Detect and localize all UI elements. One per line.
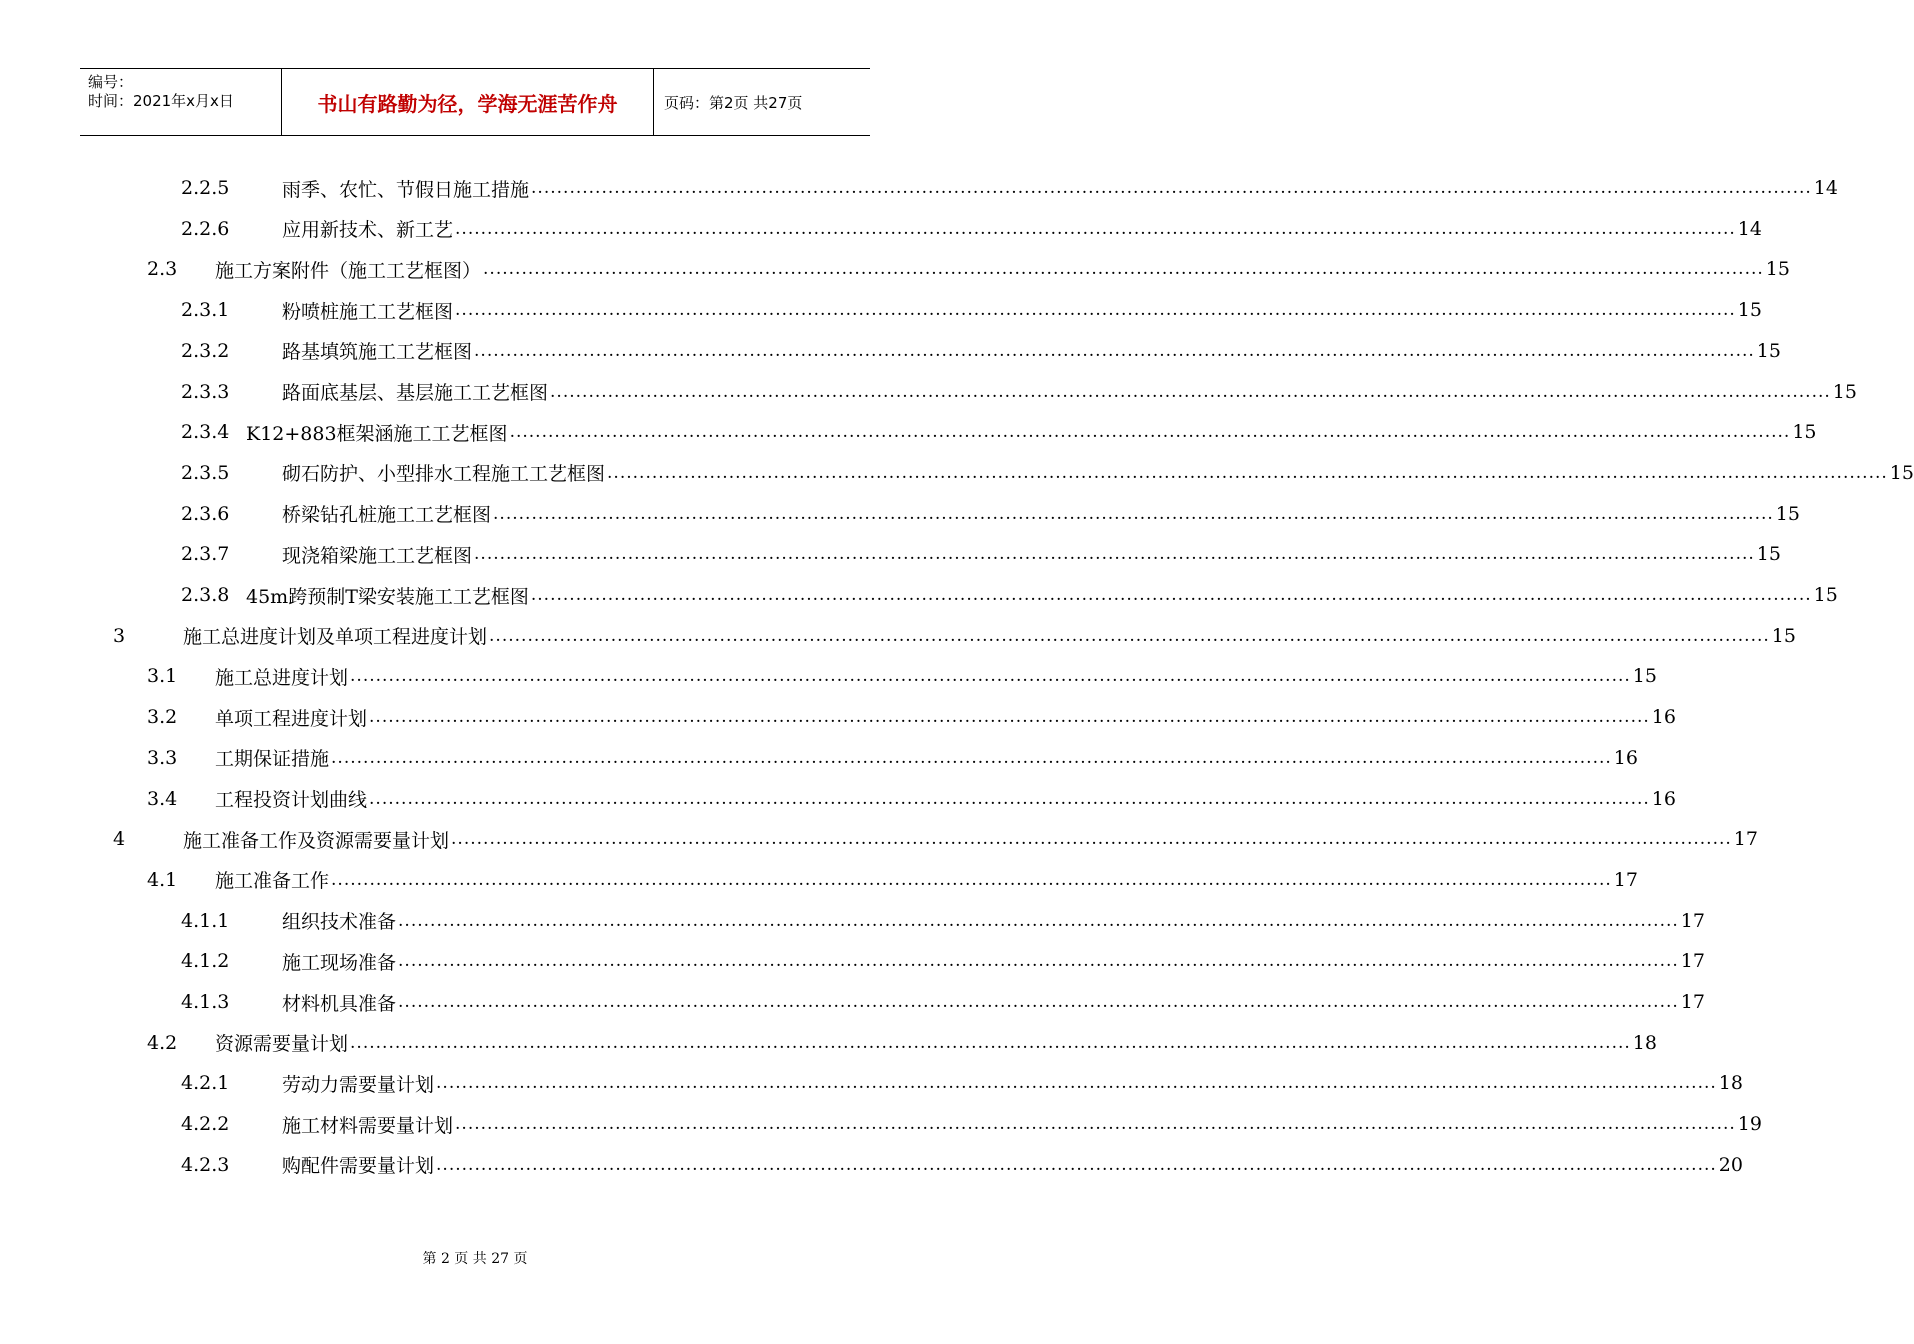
toc-entry[interactable] [0,372,1857,412]
header-meta [80,69,282,135]
toc-entry-page: 15 [1765,258,1790,281]
toc-entry-number: 4.1.3 [181,991,230,1013]
toc-entry-title: 工期保证措施 [215,748,330,771]
toc-entry-number: 4.1 [147,868,178,891]
header-time-label: 时间：2021年x月x日 [88,92,234,110]
toc-entry-page: 15 [1813,584,1838,606]
toc-dot-leader: ........................................................................................................................................................................................................ [455,1114,1736,1135]
toc-entry-number: 4.2.3 [181,1153,230,1176]
toc-entry-number: 3 [113,624,126,647]
toc-entry-page: 16 [1651,787,1676,810]
toc-entry-title: 桥梁钻孔桩施工工艺框图 [282,504,492,527]
toc-entry-number: 3.3 [147,746,178,769]
page-header [80,68,870,136]
toc-entry[interactable] [0,860,1638,900]
toc-dot-leader: ........................................................................................................................................................................................................ [451,829,1732,850]
toc-entry[interactable] [0,1063,1743,1103]
toc-entry-page: 15 [1832,380,1857,403]
toc-entry[interactable] [0,779,1676,819]
toc-entry-page: 17 [1680,991,1705,1013]
toc-dot-leader: ........................................................................................................................................................................................................ [483,259,1764,280]
toc-entry-page: 15 [1737,299,1762,322]
toc-entry-page: 18 [1632,1031,1657,1054]
toc-entry-number: 2.3.4 [181,421,230,444]
toc-entry-title: 现浇箱梁施工工艺框图 [282,544,473,567]
toc-entry[interactable] [0,941,1705,981]
toc-entry[interactable] [0,534,1781,574]
toc-entry-title: 施工准备工作及资源需要量计划 [183,829,450,852]
toc-entry-number: 2.2.5 [181,177,230,199]
toc-entry-number: 2.3.7 [181,543,230,566]
toc-entry-number: 2.3.3 [181,380,230,403]
toc-entry-title: 工程投资计划曲线 [215,789,368,811]
toc-entry-title: 施工方案附件（施工工艺框图） [215,259,482,282]
toc-entry[interactable] [0,1104,1762,1144]
toc-entry-page: 18 [1718,1072,1743,1095]
toc-dot-leader: ........................................................................................................................................................................................................ [436,1154,1717,1175]
toc-entry-page: 15 [1775,502,1800,525]
toc-entry-title: K12+883框架涵施工工艺框图 [246,422,508,445]
toc-entry-title: 资源需要量计划 [215,1033,349,1056]
toc-entry-page: 20 [1718,1153,1743,1176]
toc-entry-title: 劳动力需要量计划 [282,1073,435,1096]
toc-entry-number: 2.3 [147,258,178,281]
toc-entry-title: 施工材料需要量计划 [282,1114,454,1137]
toc-dot-leader: ........................................................................................................................................................................................................ [530,585,1812,605]
toc-dot-leader: ........................................................................................................................................................................................................ [369,707,1650,728]
toc-entry[interactable] [0,331,1781,371]
toc-entry-number: 4.2 [147,1031,178,1054]
toc-dot-leader: ........................................................................................................................................................................................................ [493,503,1774,524]
toc-entry[interactable] [0,412,1817,452]
toc-entry-page: 15 [1756,339,1781,362]
toc-entry-title: 施工总进度计划及单项工程进度计划 [183,626,488,649]
toc-dot-leader: ........................................................................................................................................................................................................ [436,1073,1717,1094]
toc-dot-leader: ........................................................................................................................................................................................................ [398,910,1679,931]
toc-entry-title: 施工准备工作 [215,870,330,893]
toc-dot-leader: ........................................................................................................................................................................................................ [350,666,1631,687]
toc-entry[interactable] [0,1145,1743,1185]
toc-dot-leader: ........................................................................................................................................................................................................ [474,544,1755,565]
toc-entry-number: 3.4 [147,787,178,810]
toc-dot-leader: ........................................................................................................................................................................................................ [509,422,1791,443]
toc-entry-page: 14 [1813,177,1838,199]
toc-entry[interactable] [0,168,1838,208]
toc-entry-page: 15 [1889,461,1914,484]
toc-entry[interactable] [0,901,1705,941]
toc-entry-number: 4 [113,828,126,851]
toc-entry-page: 17 [1733,828,1758,851]
toc-entry[interactable] [0,616,1796,656]
toc-entry-number: 2.3.8 [181,584,230,606]
toc-entry-number: 4.1.1 [181,909,230,932]
toc-entry-title: 组织技术准备 [282,911,397,934]
toc-entry[interactable] [0,290,1762,330]
toc-entry-number: 2.2.6 [181,217,230,240]
toc-entry-title: 砌石防护、小型排水工程施工工艺框图 [282,463,606,486]
toc-dot-leader: ........................................................................................................................................................................................................ [398,992,1679,1012]
toc-entry[interactable] [0,209,1762,249]
header-motto: 书山有路勤为径，学海无涯苦作舟 [282,69,654,135]
toc-entry[interactable] [0,738,1638,778]
toc-entry-page: 19 [1737,1113,1762,1136]
toc-entry-number: 4.1.2 [181,950,230,973]
toc-entry-title: 施工现场准备 [282,951,397,974]
toc-entry-title: 单项工程进度计划 [215,707,368,730]
toc-entry-page: 14 [1737,217,1762,240]
toc-entry-page: 16 [1613,746,1638,769]
toc-dot-leader: ........................................................................................................................................................................................................ [331,869,1612,890]
toc-entry[interactable] [0,1023,1657,1063]
toc-entry-title: 购配件需要量计划 [282,1155,435,1178]
toc-dot-leader: ........................................................................................................................................................................................................ [455,300,1736,321]
toc-dot-leader: ........................................................................................................................................................................................................ [350,1032,1631,1053]
toc-dot-leader: ........................................................................................................................................................................................................ [331,747,1612,768]
toc-entry-title: 施工总进度计划 [215,666,349,689]
toc-entry-title: 雨季、农忙、节假日施工措施 [282,178,530,201]
toc-entry-title: 应用新技术、新工艺 [282,219,454,242]
toc-dot-leader: ........................................................................................................................................................................................................ [455,218,1736,239]
toc-entry-title: 粉喷桩施工工艺框图 [282,300,454,323]
toc-entry-page: 15 [1632,665,1657,688]
header-page-info: 页码：第2页 共27页 [664,93,803,112]
toc-entry-number: 2.3.6 [181,502,230,525]
toc-entry-title: 路基填筑施工工艺框图 [282,341,473,364]
toc-entry-page: 15 [1756,543,1781,566]
toc-entry-number: 2.3.5 [181,461,230,484]
toc-entry-title: 材料机具准备 [282,992,397,1015]
toc-dot-leader: ........................................................................................................................................................................................................ [607,462,1888,483]
toc-entry-page: 15 [1771,624,1796,647]
toc-entry-number: 4.2.1 [181,1072,230,1095]
toc-entry[interactable] [0,656,1657,696]
toc-entry[interactable] [0,819,1758,859]
toc-dot-leader: ........................................................................................................................................................................................................ [474,340,1755,361]
toc-entry[interactable] [0,697,1676,737]
toc-entry-page: 16 [1651,706,1676,729]
toc-entry-number: 3.1 [147,665,178,688]
page-footer: 第 2 页 共 27 页 [422,1251,528,1267]
toc-entry-number: 2.3.1 [181,299,230,322]
toc-entry-number: 4.2.2 [181,1113,230,1136]
toc-dot-leader: ........................................................................................................................................................................................................ [489,625,1770,646]
toc-dot-leader: ........................................................................................................................................................................................................ [369,788,1650,809]
toc-entry[interactable] [0,249,1790,289]
toc-dot-leader: ........................................................................................................................................................................................................ [531,178,1812,198]
toc-entry-number: 3.2 [147,706,178,729]
toc-entry[interactable] [0,494,1800,534]
toc-entry[interactable] [0,982,1705,1022]
toc-entry-number: 2.3.2 [181,339,230,362]
toc-entry-page: 17 [1680,909,1705,932]
toc-entry-title: 45m跨预制T梁安装施工工艺框图 [246,585,529,608]
toc-entry-page: 17 [1680,950,1705,973]
toc-entry-page: 15 [1792,421,1817,444]
toc-dot-leader: ........................................................................................................................................................................................................ [398,951,1679,972]
toc-entry[interactable] [0,453,1914,493]
header-code-label: 编号： [88,73,134,91]
toc-entry[interactable] [0,575,1838,615]
toc-entry-page: 17 [1613,868,1638,891]
toc-entry-title: 路面底基层、基层施工工艺框图 [282,382,549,404]
toc-dot-leader: ........................................................................................................................................................................................................ [550,381,1831,402]
